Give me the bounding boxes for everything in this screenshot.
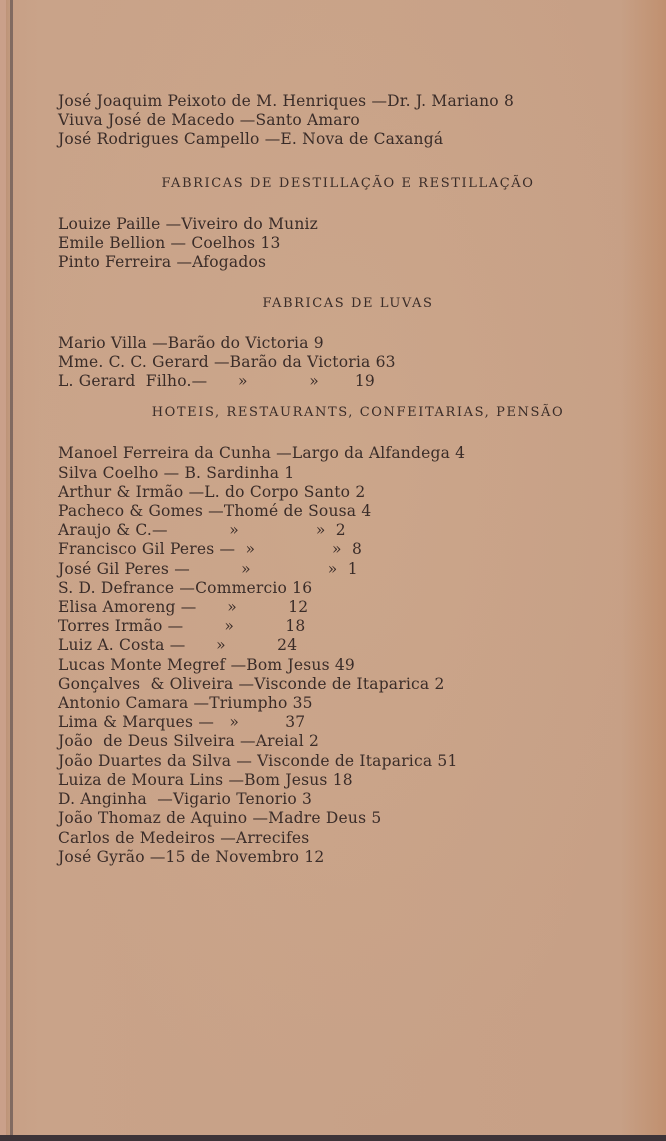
- list-entry: D. Anginha —Vigario Tenorio 3: [58, 790, 313, 809]
- section-heading: FABRICAS DE DESTILLAÇÃO E RESTILLAÇÃO: [161, 175, 535, 191]
- list-entry: Pinto Ferreira —Afogados: [58, 253, 267, 272]
- page-edge: [0, 0, 6, 1141]
- list-entry: Luiz A. Costa — » 24: [58, 636, 298, 655]
- list-entry: José Rodrigues Campello —E. Nova de Caxangá: [58, 130, 444, 149]
- list-entry: L. Gerard Filho.— » » 19: [58, 372, 375, 391]
- bottom-edge: [0, 1135, 666, 1141]
- list-entry: Carlos de Medeiros —Arrecifes: [58, 828, 310, 847]
- list-entry: Lucas Monte Megref —Bom Jesus 49: [58, 655, 355, 674]
- page-content: [58, 92, 618, 867]
- section-hoteis: [58, 403, 618, 867]
- intro-list: [58, 92, 618, 150]
- list-entry: Elisa Amoreng — » 12: [58, 598, 309, 617]
- section-heading: FABRICAS DE LUVAS: [262, 296, 434, 312]
- list-entry: Silva Coelho — B. Sardinha 1: [58, 463, 295, 482]
- list-entry: Pacheco & Gomes —Thomé de Sousa 4: [58, 502, 372, 521]
- list-entry: Louize Paille —Viveiro do Muniz: [58, 214, 319, 233]
- list-entry: Torres Irmão — » 18: [58, 617, 306, 636]
- list-entry: José Gil Peres — » » 1: [58, 559, 358, 578]
- section-heading: HOTEIS, RESTAURANTS, CONFEITARIAS, PENSÃO: [151, 405, 565, 421]
- list-entry: Arthur & Irmão —L. do Corpo Santo 2: [58, 482, 366, 501]
- list-entry: Mario Villa —Barão do Victoria 9: [58, 333, 324, 352]
- section-destillacao: [58, 174, 618, 273]
- list-entry: Lima & Marques — » 37: [58, 713, 306, 732]
- list-entry: Viuva José de Macedo —Santo Amaro: [58, 111, 360, 130]
- list-entry: João de Deus Silveira —Areial 2: [58, 732, 320, 751]
- list-entry: Mme. C. C. Gerard —Barão da Victoria 63: [58, 352, 396, 371]
- list-entry: Luiza de Moura Lins —Bom Jesus 18: [58, 770, 353, 789]
- list-entry: João Thomaz de Aquino —Madre Deus 5: [58, 809, 382, 828]
- list-entry: José Joaquim Peixoto de M. Henriques —Dr. J. Mariano 8: [58, 92, 515, 110]
- list-entry: Francisco Gil Peres — » » 8: [58, 540, 363, 559]
- list-entry: João Duartes da Silva — Visconde de Itaparica 51: [58, 751, 458, 770]
- section-luvas: [58, 294, 618, 391]
- list-entry: Manoel Ferreira da Cunha —Largo da Alfandega 4: [58, 444, 466, 463]
- list-entry: José Gyrão —15 de Novembro 12: [58, 847, 325, 866]
- list-entry: Gonçalves & Oliveira —Visconde de Itaparica 2: [58, 674, 445, 693]
- list-entry: S. D. Defrance —Commercio 16: [58, 578, 313, 597]
- binding-line: [10, 0, 13, 1141]
- list-entry: Emile Bellion — Coelhos 13: [58, 234, 281, 253]
- list-entry: Araujo & C.— » » 2: [58, 521, 346, 540]
- list-entry: Antonio Camara —Triumpho 35: [58, 694, 313, 713]
